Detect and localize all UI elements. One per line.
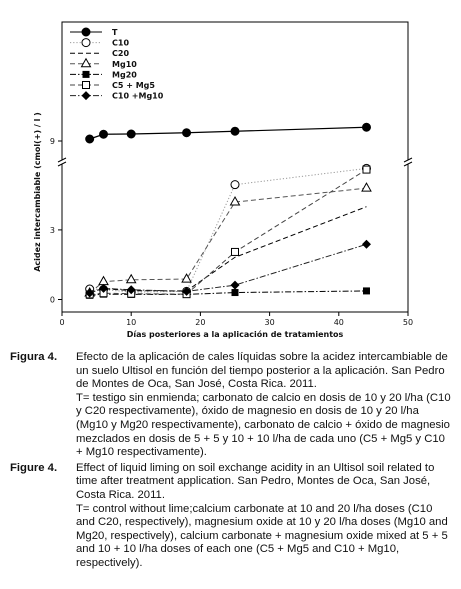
y-axis-label: Acidez intercambiable (cmol(+) / l )	[33, 112, 42, 272]
series-3	[85, 183, 371, 296]
caption-spanish	[10, 351, 451, 460]
legend-entry	[70, 70, 137, 79]
data-point	[99, 277, 108, 285]
legend-swatch-marker	[83, 71, 90, 78]
caption-label-en: Figure 4.	[10, 461, 58, 474]
data-point	[231, 181, 239, 189]
data-point	[231, 197, 240, 205]
data-point	[363, 287, 370, 294]
data-point	[231, 127, 239, 135]
series-1	[86, 164, 371, 296]
legend-entry	[70, 81, 155, 90]
data-point	[232, 248, 239, 255]
x-tick-label: 30	[264, 318, 275, 327]
x-tick-label: 40	[333, 318, 344, 327]
series-6	[85, 240, 371, 298]
caption-english	[10, 462, 451, 571]
legend-swatch-marker	[82, 28, 90, 36]
legend-label: C10	[112, 38, 130, 48]
figure-captions	[10, 351, 451, 573]
data-point	[100, 130, 108, 138]
data-point	[183, 129, 191, 137]
legend-entry	[70, 91, 164, 101]
data-point	[127, 130, 135, 138]
legend-swatch-marker	[82, 91, 91, 100]
data-point	[362, 183, 371, 191]
x-tick-label: 10	[126, 318, 137, 327]
caption-text-en: Effect of liquid liming on soil exchange acidity in an Ultisol soil related to time after treatment application. San Pedro, Montes de Oca, San José, Costa Rica. 2011.	[76, 461, 435, 501]
y-tick-label: 9	[49, 137, 55, 146]
legend-swatch-marker	[82, 39, 90, 47]
caption-note-es: T= testigo sin enmienda; carbonato de calcio en dosis de 10 y 20 l/ha (C10 y C20 respectivamente), óxido de magnesio en dosis de 10 y 20 l/ha (Mg10 y Mg20 respectivamente), carbonato de calcio + óxido de magnesio mezclados en dosis de 5 + 5 y 10 + 10 l/ha de cada uno (C5 + Mg5 y C10 + Mg10 respectivamente).	[76, 391, 451, 459]
data-point	[362, 240, 371, 249]
legend-label: Mg10	[112, 59, 137, 69]
legend-entry	[70, 28, 118, 37]
x-axis-label: Días posteriores a la aplicación de tratamientos	[126, 330, 344, 339]
caption-note-en: T= control without lime;calcium carbonate at 10 and 20 l/ha doses (C10 and C20, respectively), magnesium oxide at 10 y 20 l/ha doses (Mg10 and Mg20, respectively), calcium carbonate + magnesium oxide mixed at 5 + 5 and 10 + 10 l/ha doses of each one (C5 + Mg5 and C10 + Mg10, respectively).	[76, 502, 448, 569]
legend-label: C10 +Mg10	[112, 91, 164, 101]
legend-label: C20	[112, 49, 130, 59]
legend-entry	[70, 49, 129, 58]
x-tick-label: 50	[402, 318, 414, 327]
data-point	[231, 281, 240, 290]
legend-label: T	[112, 28, 118, 37]
series-line	[90, 168, 367, 292]
data-point	[182, 274, 191, 282]
data-point	[127, 275, 136, 283]
data-point	[232, 289, 239, 296]
y-tick-label: 0	[49, 295, 55, 305]
legend-swatch-marker	[82, 59, 91, 67]
x-tick-label: 0	[59, 318, 65, 327]
data-point	[363, 166, 370, 173]
data-point	[362, 123, 370, 131]
legend-entry	[70, 59, 137, 69]
caption-label-es: Figura 4.	[10, 351, 58, 363]
data-point	[86, 135, 94, 143]
legend-label: Mg20	[112, 70, 137, 80]
x-tick-label: 20	[195, 318, 206, 327]
legend-entry	[70, 39, 129, 48]
legend-label: C5 + Mg5	[112, 81, 155, 90]
y-tick-label: 3	[49, 225, 55, 235]
legend-swatch-marker	[83, 82, 90, 89]
caption-text-es: Efecto de la aplicación de cales líquidas sobre la acidez intercambiable de un suelo Ultisol en función del tiempo posterior a la aplicación. San Pedro de Montes de Oca, San José, Costa Rica. 2011.	[76, 351, 448, 391]
series-0	[86, 123, 371, 143]
